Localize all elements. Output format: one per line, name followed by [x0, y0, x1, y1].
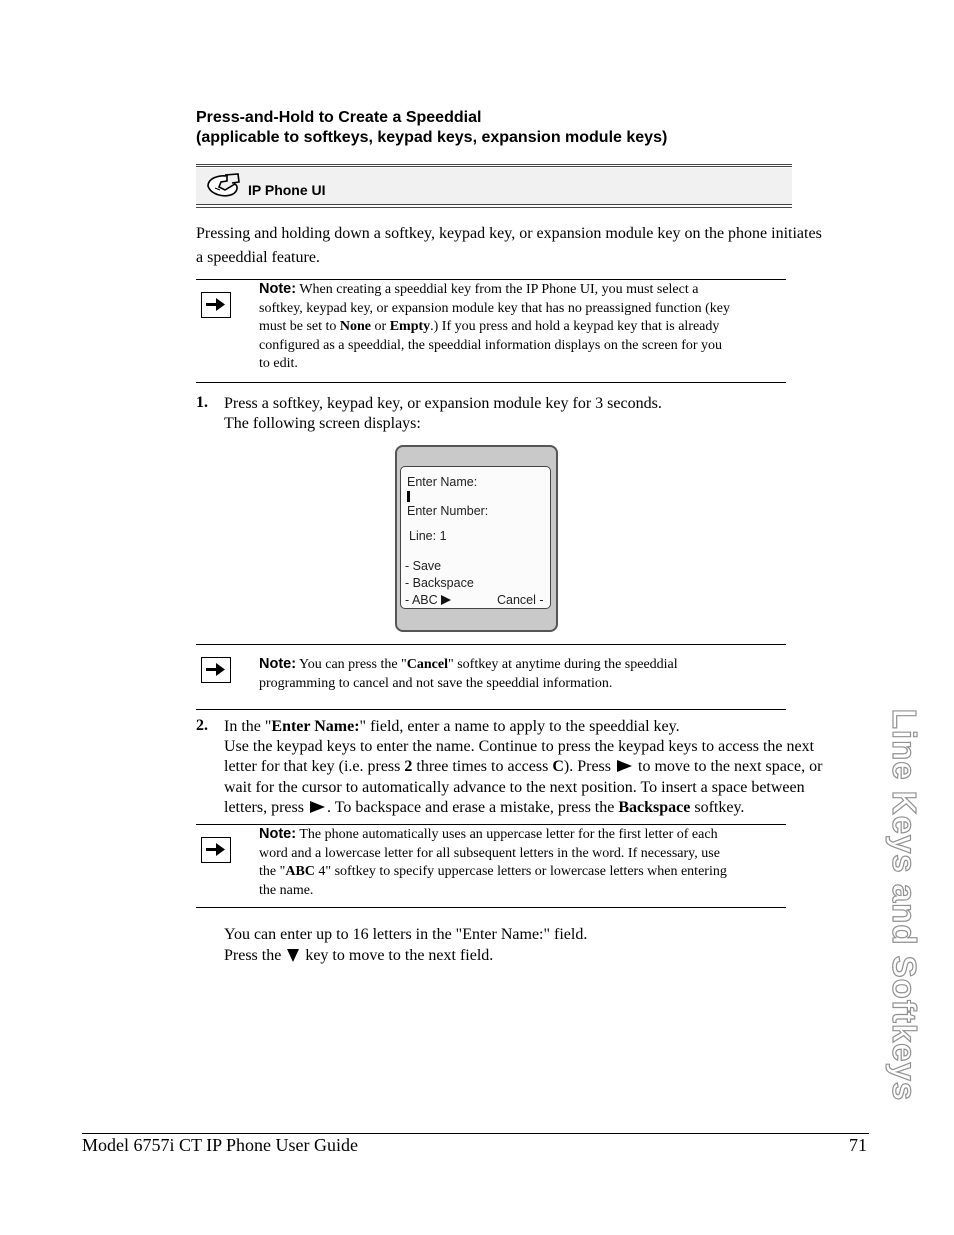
- note-label: Note:: [259, 281, 297, 297]
- note-arrow-box: [201, 292, 231, 318]
- note-arrow-box: [201, 657, 231, 683]
- note-3-line-2: word and a lowercase letter for all subsequent letters in the word. If necessary, use: [259, 845, 720, 861]
- step-2-line-3d: to move to the next space, or: [634, 758, 823, 776]
- step-2-key-2: 2: [404, 758, 413, 776]
- lcd-enter-name: Enter Name:: [407, 475, 478, 489]
- lcd-softkey-abc: [405, 593, 451, 607]
- step-1-line-2: The following screen displays:: [224, 415, 421, 432]
- note-1-line-2: softkey, keypad key, or expansion module key that has no preassigned function (key: [259, 300, 730, 316]
- down-arrow-key-icon: [287, 949, 299, 962]
- ui-bar-rule-top: [196, 164, 792, 165]
- lcd-right-arrow-icon: [441, 595, 451, 605]
- heading-line-2: (applicable to softkeys, keypad keys, expansion module keys): [196, 129, 668, 146]
- note-arrow-box: [201, 837, 231, 863]
- lcd-softkey-save: - Save: [405, 559, 442, 573]
- note-label: Note:: [259, 826, 297, 842]
- ui-bar-rule-bottom: [196, 204, 792, 205]
- step-2-line-5c: softkey.: [690, 798, 745, 816]
- step-2-line-3c: ). Press: [563, 758, 615, 776]
- step-2-enter-name: Enter Name:: [271, 718, 360, 735]
- note-1-line-4: configured as a speeddial, the speeddial information displays on the screen for you: [259, 337, 723, 353]
- note-box-2: [196, 644, 786, 710]
- note-1-or: or: [371, 319, 390, 334]
- footer-title: Model 6757i CT IP Phone User Guide: [82, 1135, 358, 1155]
- arrow-right-icon: [202, 838, 229, 861]
- step-2-line-3a: letter for that key (i.e. press: [224, 758, 405, 776]
- note-box-3: [196, 824, 786, 908]
- step-1-line-1: Press a softkey, keypad key, or expansion module key for 3 seconds.: [224, 395, 662, 412]
- note-box-1: [196, 279, 786, 383]
- step-1-number: 1.: [196, 394, 208, 411]
- section-heading: [196, 108, 667, 148]
- step-2-line-3b: three times to access: [412, 758, 553, 776]
- note-2-text-a: You can press the ": [299, 657, 407, 672]
- right-arrow-key-icon: [310, 801, 325, 813]
- note-3-line-4: the name.: [259, 882, 314, 898]
- step-2-line-2: Use the keypad keys to enter the name. Continue to press the keypad keys to access the next: [224, 738, 815, 756]
- note-1-line-3a: must be set to: [259, 319, 340, 334]
- note-2-line-2: programming to cancel and not save the speeddial information.: [259, 675, 613, 691]
- intro-line-1: Pressing and holding down a softkey, keypad key, or expansion module key on the phone initiates: [196, 225, 822, 242]
- lcd-softkey-backspace: - Backspace: [405, 576, 474, 590]
- closing-line-2b: key to move to the next field.: [301, 947, 494, 964]
- note-3-line-3a: the ": [259, 864, 286, 879]
- lcd-cursor: [407, 491, 410, 502]
- chapter-side-tab: [884, 700, 924, 1110]
- note-label: Note:: [259, 656, 297, 672]
- step-2-text: [224, 717, 864, 818]
- arrow-right-icon: [202, 658, 229, 681]
- footer-rule: [82, 1133, 869, 1134]
- page-number: 71: [849, 1135, 867, 1155]
- lcd-abc-label: - ABC: [405, 593, 438, 607]
- ui-bar-rule-top-2: [196, 166, 792, 167]
- lcd-enter-number: Enter Number:: [407, 504, 489, 518]
- step-2-backspace: Backspace: [618, 798, 691, 816]
- step-2-line-5b: . To backspace and erase a mistake, press the: [326, 798, 619, 816]
- note-1-none: None: [339, 319, 372, 334]
- ui-bar-label: IP Phone UI: [248, 182, 326, 198]
- step-2-letter-c: C: [552, 758, 564, 776]
- ui-bar-rule-bottom-2: [196, 207, 792, 208]
- lcd-softkey-cancel: Cancel -: [497, 593, 544, 607]
- closing-line-2a: Press the: [224, 947, 286, 964]
- lcd-line: Line: 1: [409, 529, 447, 543]
- step-2-line-1a: In the ": [224, 718, 272, 735]
- right-arrow-key-icon: [617, 760, 632, 772]
- step-2-number: 2.: [196, 717, 208, 734]
- note-3-text: [259, 825, 784, 900]
- note-3-line-3b: 4" softkey to specify uppercase letters or lowercase letters when entering: [314, 864, 727, 879]
- note-1-line-5: to edit.: [259, 356, 298, 371]
- closing-line-1: You can enter up to 16 letters in the "Enter Name:" field.: [224, 926, 588, 943]
- note-1-line-1: When creating a speeddial key from the IP Phone UI, you must select a: [299, 282, 699, 297]
- arrow-right-icon: [202, 293, 229, 316]
- phone-handset-icon: [205, 172, 241, 198]
- step-2-line-1b: " field, enter a name to apply to the speeddial key.: [359, 718, 680, 735]
- intro-paragraph: [196, 222, 822, 270]
- note-1-line-3b: .) If you press and hold a keypad key that is already: [430, 319, 720, 334]
- step-1-text: [224, 394, 662, 434]
- intro-line-2: a speeddial feature.: [196, 249, 320, 266]
- note-1-text: [259, 280, 784, 374]
- step-2-line-4: wait for the cursor to automatically advance to the next position. To insert a space between: [224, 778, 805, 796]
- note-2-cancel: Cancel: [406, 657, 448, 672]
- note-3-abc: ABC: [285, 864, 315, 879]
- step-2-line-5a: letters, press: [224, 798, 308, 816]
- note-2-text: [259, 655, 784, 693]
- chapter-side-tab-label: Line Keys and Softkeys: [886, 708, 923, 1102]
- phone-lcd: [400, 466, 551, 609]
- phone-screen-illustration: [395, 445, 558, 632]
- note-3-line-1: The phone automatically uses an uppercase letter for the first letter of each: [299, 827, 718, 842]
- heading-line-1: Press-and-Hold to Create a Speeddial: [196, 109, 482, 126]
- note-2-text-b: " softkey at anytime during the speeddial: [448, 657, 678, 672]
- note-1-empty: Empty: [389, 319, 431, 334]
- closing-paragraph: [224, 924, 587, 966]
